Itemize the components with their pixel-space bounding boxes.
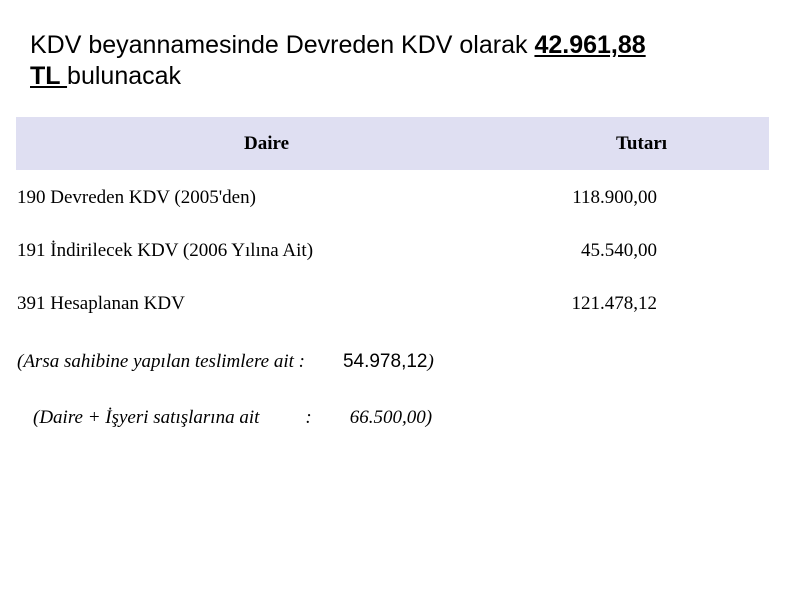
page-title — [30, 30, 770, 92]
title-currency: TL — [30, 62, 68, 90]
table-header — [16, 117, 769, 170]
table-row — [17, 238, 657, 264]
row-value: 121.478,12 — [571, 293, 657, 314]
note-daire — [33, 405, 432, 431]
note-arsa-label: (Arsa sahibine yapılan teslimlere ait : — [17, 351, 305, 372]
note-daire-label: (Daire + İşyeri satışlarına ait — [33, 407, 260, 428]
row-value: 118.900,00 — [572, 187, 657, 208]
note-daire-value: 66.500,00) — [349, 407, 433, 428]
note-arsa-close: ) — [427, 351, 434, 372]
title-text: KDV beyannamesinde Devreden KDV olarak — [30, 31, 535, 59]
title-amount: 42.961,88 — [534, 31, 646, 59]
column-header-daire: Daire — [244, 133, 290, 154]
note-daire-colon: : — [305, 407, 312, 428]
column-header-tutari: Tutarı — [616, 133, 668, 154]
note-arsa — [17, 349, 434, 375]
title-text-end: bulunacak — [67, 62, 182, 90]
row-label: 190 Devreden KDV (2005'den) — [17, 187, 256, 208]
note-arsa-value: 54.978,12 — [342, 351, 428, 372]
row-label: 191 İndirilecek KDV (2006 Yılına Ait) — [17, 240, 314, 261]
row-value: 45.540,00 — [581, 240, 657, 261]
table-row — [17, 185, 657, 211]
row-label: 391 Hesaplanan KDV — [17, 293, 185, 314]
table-row — [17, 291, 657, 317]
